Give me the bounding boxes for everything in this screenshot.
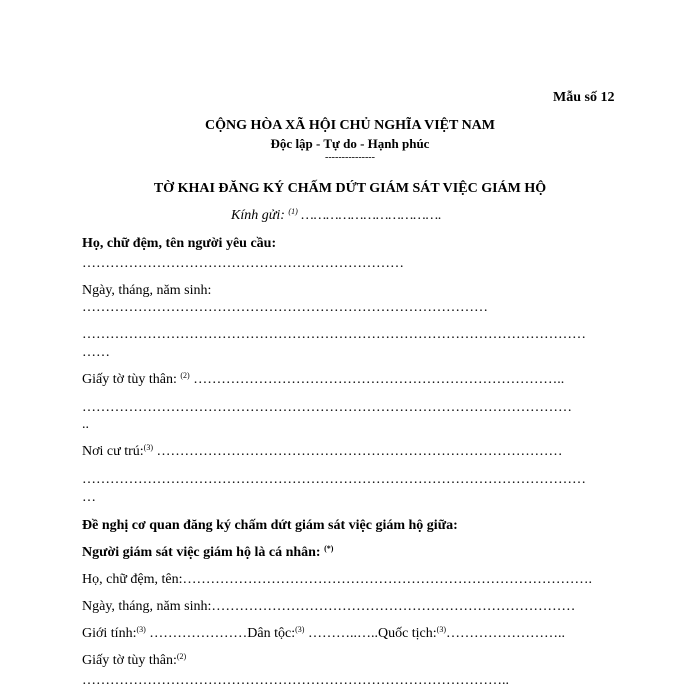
supervisor-name-line: [82, 572, 592, 588]
recipient-line: [231, 208, 442, 224]
supervisor-ethnicity-label: Dân tộc:: [247, 626, 296, 641]
supervisor-gender-label: Giới tính:: [82, 626, 137, 641]
supervisor-gender-note: (3): [136, 625, 146, 634]
requester-extra-dots: ………………………………………………………………………………………………: [82, 327, 586, 342]
supervisor-nationality-dots: ……………………..: [446, 626, 565, 641]
requester-residence-dots-2-cont: …: [82, 490, 96, 505]
requester-residence-dots-2: ………………………………………………………………………………………………: [82, 472, 586, 487]
recipient-note: (1): [288, 207, 298, 216]
supervisor-nationality-label: Quốc tịch:: [377, 626, 437, 641]
requester-name-dots: ……………………………………………………………: [82, 256, 404, 271]
country-heading: CỘNG HÒA XÃ HỘI CHỦ NGHĨA VIỆT NAM: [204, 118, 495, 133]
supervisor-dob-line: [82, 599, 575, 615]
requester-id-dots-2: ……………………………………………………………………………………………: [82, 400, 572, 415]
supervisor-heading-note: (*): [324, 544, 334, 553]
supervisor-demographics-line: [82, 626, 565, 642]
supervisor-id-line: [82, 653, 186, 669]
supervisor-ethnicity-note: (3): [295, 625, 305, 634]
supervisor-id-dots: ………………………………………………………………………………..: [82, 673, 509, 688]
requester-id-label: Giấy tờ tùy thân:: [82, 372, 177, 387]
recipient-dots: …………………………….: [297, 208, 442, 223]
requester-id-note: (2): [180, 371, 190, 380]
supervisor-gender-dots: …………………: [145, 626, 248, 641]
header-divider: ---------------: [325, 152, 375, 163]
supervisor-dob-dots: ……………………………………………………………………: [211, 599, 576, 614]
requester-id-dots-2-cont: ..: [82, 417, 89, 432]
supervisor-dob-label: Ngày, tháng, năm sinh:: [82, 599, 212, 614]
requester-residence-dots: ……………………………………………………………………………: [152, 444, 563, 459]
requester-dob-dots: ……………………………………………………………………………: [82, 300, 488, 315]
supervisor-id-note: (2): [176, 652, 187, 661]
supervisor-nationality-note: (3): [436, 625, 446, 634]
supervisor-heading: Người giám sát việc giám hộ là cá nhân:: [82, 545, 321, 560]
supervisor-name-dots: …………………………………………………………………………….: [182, 572, 593, 587]
requester-residence-note: (3): [143, 443, 153, 452]
requester-id-dots: ……………………………………………………………………..: [189, 372, 565, 387]
national-motto: Độc lập - Tự do - Hạnh phúc: [270, 136, 430, 151]
requester-extra-dots-cont: ……: [82, 345, 110, 360]
request-statement: Đề nghị cơ quan đăng ký chấm dứt giám sát việc giám hộ giữa:: [82, 518, 458, 533]
supervisor-ethnicity-dots: ………..…..: [304, 626, 378, 641]
requester-name-label: Họ, chữ đệm, tên người yêu cầu:: [82, 236, 277, 251]
requester-dob-label: Ngày, tháng, năm sinh:: [82, 283, 212, 298]
document-title: TỜ KHAI ĐĂNG KÝ CHẤM DỨT GIÁM SÁT VIỆC GIÁM HỘ: [153, 181, 547, 196]
requester-residence-line: [82, 444, 562, 460]
supervisor-id-label: Giấy tờ tùy thân:: [82, 653, 177, 668]
requester-id-line: [82, 372, 564, 388]
requester-residence-label: Nơi cư trú:: [82, 444, 144, 459]
supervisor-name-label: Họ, chữ đệm, tên:: [82, 572, 183, 587]
form-code: Mẫu số 12: [553, 90, 615, 105]
supervisor-heading-line: [82, 545, 333, 561]
recipient-label: Kính gửi:: [231, 208, 285, 223]
